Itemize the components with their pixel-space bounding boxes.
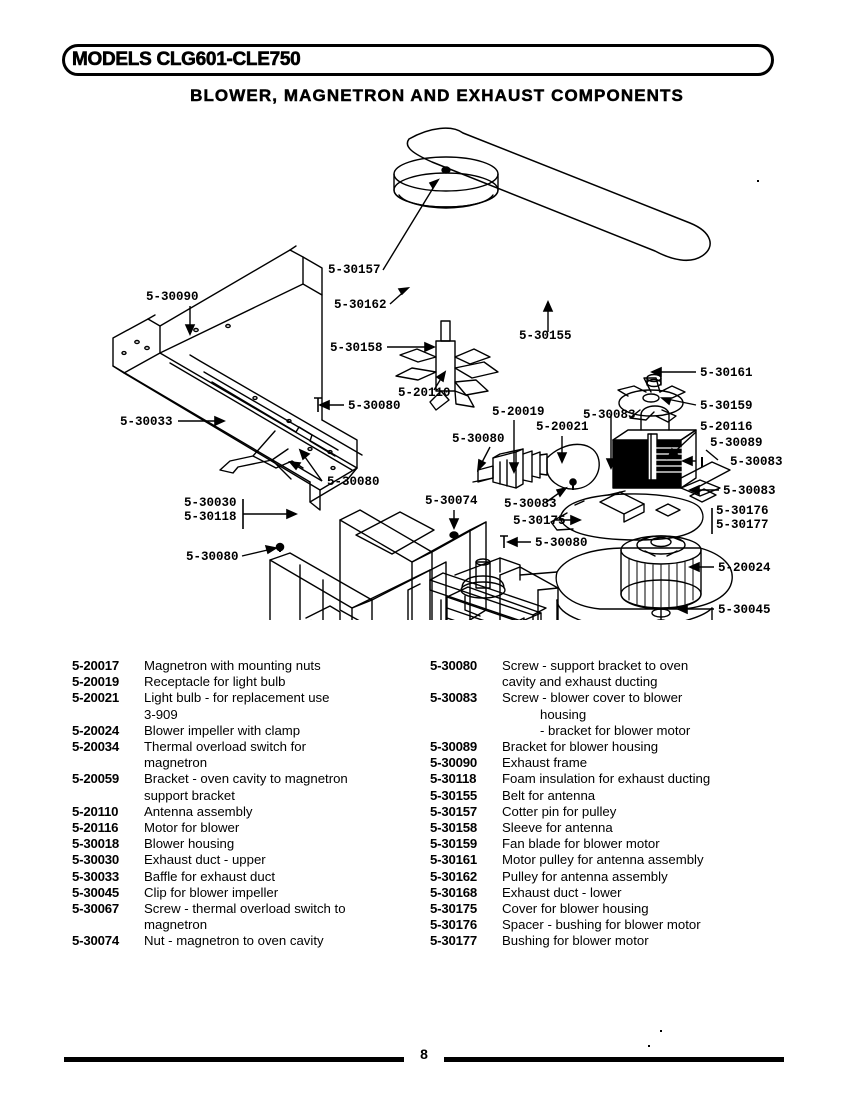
callout-label: 5-30083 xyxy=(723,484,776,498)
part-number: 5-20021 xyxy=(72,690,119,706)
part-number: 5-30162 xyxy=(430,868,477,884)
magnetron-part xyxy=(447,559,541,620)
part-number: 5-30089 xyxy=(430,739,477,755)
part-number: 5-20110 xyxy=(72,803,119,819)
part-description: Fan blade for blower motor xyxy=(502,836,660,852)
motor-pulley-part xyxy=(647,375,661,387)
part-number: 5-30176 xyxy=(430,917,477,933)
page-title-text: BLOWER, MAGNETRON AND EXHAUST COMPONENTS xyxy=(190,86,684,105)
part-description: Bracket - oven cavity to magnetron xyxy=(144,771,348,787)
callout-label: 5-30090 xyxy=(146,290,199,304)
parts-list-row xyxy=(72,885,432,901)
print-speck xyxy=(660,1030,662,1032)
part-number: 5-30168 xyxy=(430,884,477,900)
parts-list-left-column xyxy=(72,658,432,950)
callout-label: 5-30074 xyxy=(425,494,478,508)
callout-label: 5-30159 xyxy=(700,399,753,413)
parts-list-row xyxy=(430,658,790,674)
magnetron-nut-part xyxy=(450,532,458,538)
exhaust-frame-part xyxy=(113,246,362,510)
callout-label: 5-30161 xyxy=(700,366,753,380)
parts-list-right-column xyxy=(430,658,790,950)
callout-label: 5-20024 xyxy=(718,561,771,575)
callout-label: 5-20110 xyxy=(398,386,451,400)
part-number: 5-20059 xyxy=(72,771,119,787)
callout-label: 5-30080 xyxy=(186,550,239,564)
model-number-label: MODELS CLG601-CLE750 xyxy=(72,49,301,70)
part-description: Exhaust frame xyxy=(502,755,588,771)
part-number: 5-30045 xyxy=(72,884,119,900)
part-number: 5-30118 xyxy=(430,771,477,787)
part-number: 5-30067 xyxy=(72,901,119,917)
exploded-parts-diagram xyxy=(0,110,848,620)
parts-list-row xyxy=(430,788,790,804)
part-number: 5-30083 xyxy=(430,690,477,706)
part-description: Thermal overload switch for xyxy=(144,739,306,755)
part-description: Screw - blower cover to blower xyxy=(502,690,683,706)
part-number: 5-30090 xyxy=(430,755,477,771)
callout-label: 5-30080 xyxy=(327,475,380,489)
print-speck xyxy=(757,180,759,182)
part-description: Receptacle for light bulb xyxy=(144,674,286,690)
callout-label: 5-30083 xyxy=(583,408,636,422)
part-description: Light bulb - for replacement use xyxy=(144,690,330,706)
impeller-clip-part xyxy=(652,609,670,620)
part-number: 5-30033 xyxy=(72,868,119,884)
part-description: Magnetron with mounting nuts xyxy=(144,658,321,673)
part-number: 5-30155 xyxy=(430,787,477,803)
parts-list-row xyxy=(430,755,790,771)
part-description: Bracket for blower housing xyxy=(502,739,659,755)
parts-list-row xyxy=(72,804,432,820)
callout-label: 5-30157 xyxy=(328,263,381,277)
part-description: Blower housing xyxy=(144,836,235,852)
parts-list-row xyxy=(430,820,790,836)
part-number: 5-30018 xyxy=(72,836,119,852)
part-description-continued: magnetron xyxy=(144,917,208,933)
parts-list-row xyxy=(430,933,790,949)
part-description: Blower impeller with clamp xyxy=(144,722,301,738)
parts-list-row xyxy=(72,690,432,706)
part-description: Foam insulation for exhaust ducting xyxy=(502,771,711,787)
callout-label: 5-30158 xyxy=(330,341,383,355)
parts-list-row xyxy=(72,869,432,885)
magnetron-support-bracket-part xyxy=(408,558,546,620)
part-description-indented: - bracket for blower motor xyxy=(540,722,691,738)
callout-label: 5-30118 xyxy=(184,510,237,524)
part-number: 5-30157 xyxy=(430,803,477,819)
callout-label: 5-30162 xyxy=(334,298,387,312)
parts-list-row xyxy=(430,836,790,852)
callout-label: 5-30083 xyxy=(730,455,783,469)
part-number: 5-30175 xyxy=(430,901,477,917)
part-description-continued: support bracket xyxy=(144,787,235,803)
callout-label: 5-20019 xyxy=(492,405,545,419)
page-title xyxy=(0,86,848,106)
callout-label: 5-30045 xyxy=(718,603,771,617)
callout-label: 5-30080 xyxy=(452,432,505,446)
print-speck xyxy=(648,1045,650,1047)
part-number: 5-30159 xyxy=(430,836,477,852)
callout-label: 5-20021 xyxy=(536,420,589,434)
callout-label: 5-30177 xyxy=(716,518,769,532)
parts-list-row xyxy=(430,917,790,933)
parts-list-row xyxy=(430,852,790,868)
part-description: Motor for blower xyxy=(144,820,240,836)
part-number: 5-20019 xyxy=(72,674,119,690)
parts-list-row xyxy=(72,852,432,868)
light-bulb-part xyxy=(523,444,599,489)
part-description: Baffle for exhaust duct xyxy=(144,868,275,884)
parts-list-row xyxy=(72,723,432,739)
part-description: Clip for blower impeller xyxy=(144,884,279,900)
callout-label: 5-30080 xyxy=(348,399,401,413)
part-number: 5-30030 xyxy=(72,852,119,868)
page-number: 8 xyxy=(420,1046,428,1062)
part-description-continued: 3-909 xyxy=(144,706,178,722)
part-number: 5-30161 xyxy=(430,852,477,868)
callout-label: 5-30080 xyxy=(535,536,588,550)
callout-label: 5-30155 xyxy=(519,329,572,343)
part-description: Motor pulley for antenna assembly xyxy=(502,852,704,868)
exhaust-duct-lower-part xyxy=(270,553,446,620)
callout-label: 5-30089 xyxy=(710,436,763,450)
callout-label: 5-20116 xyxy=(700,420,753,434)
part-description: Screw - support bracket to oven xyxy=(502,658,689,673)
part-description: Nut - magnetron to oven cavity xyxy=(144,933,324,949)
parts-list-row xyxy=(430,901,790,917)
callout-label-group xyxy=(120,263,783,620)
callout-label: 5-30030 xyxy=(184,496,237,510)
part-description: Pulley for antenna assembly xyxy=(502,868,668,884)
part-number: 5-30074 xyxy=(72,933,119,949)
antenna-belt-part xyxy=(407,128,710,260)
part-description: Antenna assembly xyxy=(144,803,253,819)
part-number: 5-30177 xyxy=(430,933,477,949)
callout-label: 5-30175 xyxy=(513,514,566,528)
part-description-indented: housing xyxy=(540,706,587,722)
parts-list-row xyxy=(430,771,790,787)
part-description: Exhaust duct - upper xyxy=(144,852,266,868)
part-number: 5-30080 xyxy=(430,658,477,673)
part-description: Exhaust duct - lower xyxy=(502,884,622,900)
parts-list-row xyxy=(72,658,432,674)
part-description: Screw - thermal overload switch to xyxy=(144,901,346,917)
diagram-svg xyxy=(0,110,848,620)
part-description: Bushing for blower motor xyxy=(502,933,649,949)
part-number: 5-20024 xyxy=(72,722,119,738)
part-number: 5-30158 xyxy=(430,820,477,836)
parts-list-row xyxy=(72,836,432,852)
part-description: Cotter pin for pulley xyxy=(502,803,617,819)
part-description-continued: cavity and exhaust ducting xyxy=(502,674,658,690)
parts-list-row xyxy=(72,739,432,755)
part-number: 5-20116 xyxy=(72,820,119,836)
parts-list-row xyxy=(72,820,432,836)
part-number: 5-20034 xyxy=(72,739,119,755)
part-number: 5-20017 xyxy=(72,658,119,673)
blower-impeller-part xyxy=(621,536,701,609)
parts-list-row xyxy=(430,869,790,885)
parts-list-row xyxy=(72,674,432,690)
blower-cover-plate-part xyxy=(551,491,703,540)
parts-list-row xyxy=(430,690,790,706)
part-description: Cover for blower housing xyxy=(502,901,649,917)
callout-label: 5-30176 xyxy=(716,504,769,518)
parts-list-row xyxy=(430,885,790,901)
parts-list-row xyxy=(72,771,432,787)
callout-label: 5-30083 xyxy=(504,497,557,511)
parts-list-row xyxy=(72,933,432,949)
part-description: Belt for antenna xyxy=(502,787,596,803)
parts-list-row xyxy=(430,739,790,755)
callout-label: 5-30033 xyxy=(120,415,173,429)
cotter-pin-part xyxy=(442,167,450,173)
part-description: Spacer - bushing for blower motor xyxy=(502,917,701,933)
part-description-continued: magnetron xyxy=(144,755,208,771)
parts-list-row xyxy=(72,901,432,917)
part-description: Sleeve for antenna xyxy=(502,820,613,836)
parts-list-row xyxy=(430,804,790,820)
